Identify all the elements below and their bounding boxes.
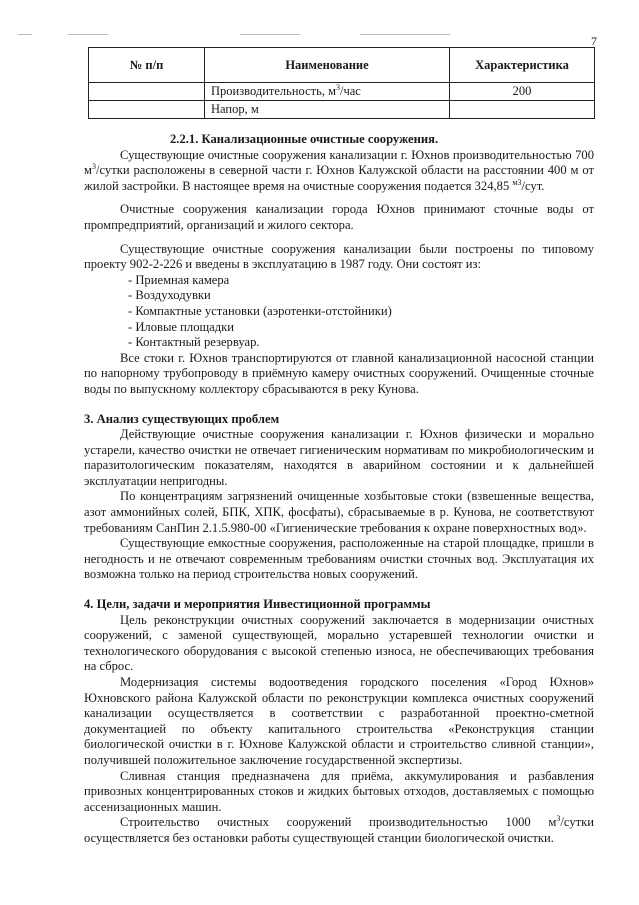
heading-section-3: 3. Анализ существующих проблем (84, 411, 280, 426)
paragraph: Цель реконструкции очистных сооружений заключается в модернизации очистных сооружений, с заменой существующей, морально устаревшей технологии очистки и технологического оборудования с высокой степенью износа, не обеспечивающих требования на сброс. (84, 612, 594, 674)
list-item: - Компактные установки (аэротенки-отстойники) (128, 303, 392, 318)
scan-mark (18, 34, 32, 35)
cell-number (89, 83, 205, 101)
table-header-row (89, 48, 595, 83)
cell-value: 200 (450, 83, 595, 101)
paragraph: По концентрациям загрязнений очищенные хозбытовые стоки (взвешенные вещества, азот аммонийных солей, БПК, ХПК, фосфаты), сбрасываемые в р. Кунова, не соответствуют требованиям СанПин 2.1.5.980-00 «Гигиенические требования к охране поверхностных вод». (84, 489, 594, 535)
scan-mark (240, 34, 300, 35)
cell-number (89, 101, 205, 119)
paragraph: Строительство очистных сооружений производительностью 1000 $м^3$/сутки осуществляется без остановки работы существующей станции биологической очистки. (84, 814, 594, 845)
list-item: - Приемная камера (128, 272, 230, 287)
paragraph: Все стоки г. Юхнов транспортируются от главной канализационной насосной станции по напорному трубопроводу в приёмную камеру очистных сооружений. Очищенные сточные воды по выпускному коллектору сбрасываются в реку Кунова. (84, 350, 594, 396)
paragraph: Существующие очистные сооружения канализации г. Юхнов производительностью 700 $м^3$/сутки расположены в северной части г. Юхнов Калужской области на расстоянии 400 м от жилой застройки. В настоящее время на очистные сооружения подается 324,85 $^{м3}$/сут. (84, 147, 594, 193)
col-header-number: № п/п (89, 48, 205, 83)
scan-mark (68, 34, 108, 35)
table-row (89, 101, 595, 119)
paragraph: Существующие очистные сооружения канализации были построены по типовому проекту 902-2-226 и введены в эксплуатацию в 1987 году. Они состоят из: (84, 241, 594, 272)
page-number: 7 (591, 34, 597, 48)
list-item: - Иловые площадки (128, 319, 235, 334)
col-header-characteristic: Характеристика (450, 48, 595, 83)
col-header-name: Наименование (205, 48, 450, 83)
cell-name: Производительность, $м^3$/час (205, 83, 450, 101)
paragraph: Очистные сооружения канализации города Юхнов принимают сточные воды от промпредприятий, организаций и жилого сектора. (84, 202, 594, 232)
scan-mark (360, 34, 450, 35)
heading-2-2-1: 2.2.1. Канализационные очистные сооружения. (170, 132, 439, 146)
spec-table (88, 47, 595, 119)
table-row (89, 83, 595, 101)
document-body (84, 132, 594, 847)
cell-value (450, 101, 595, 119)
paragraph: Сливная станция предназначена для приёма, аккумулирования и разбавления привозных концентрированных стоков и жидких бытовых отходов, доставляемых с помощью ассенизационных машин. (84, 768, 594, 814)
paragraph: Действующие очистные сооружения канализации г. Юхнов физически и морально устарели, качество очистки не отвечает гигиеническим нормативам по микробиологическим и паразитологическим показателям, находятся в аварийном состоянии и к дальнейшей эксплуатации непригодны. (84, 427, 594, 488)
paragraph: Модернизация системы водоотведения городского поселения «Город Юхнов» Юхновского района Калужской области по реконструкции комплекса очистных сооружений канализации осуществляется в соответствии с разработанной проектно-сметной документацией по объекту капитального строительства «Реконструкция станции биологической очистки в г. Юхнове Калужской области и строительство сливной станции», получившей положительное заключение государственной экспертизы. (84, 675, 594, 767)
components-list (84, 273, 594, 351)
cell-name: Напор, м (205, 101, 450, 119)
list-item: - Воздуходувки (128, 288, 211, 303)
paragraph: Существующие емкостные сооружения, расположенные на старой площадке, пришли в негодность и не отвечают современным требованиям очистки сточных вод. Эксплуатация их возможна только на период строительства новых сооружений. (84, 536, 594, 582)
list-item: - Контактный резервуар. (128, 335, 260, 350)
heading-section-4: 4. Цели, задачи и мероприятия Инвестиционной программы (84, 597, 431, 612)
